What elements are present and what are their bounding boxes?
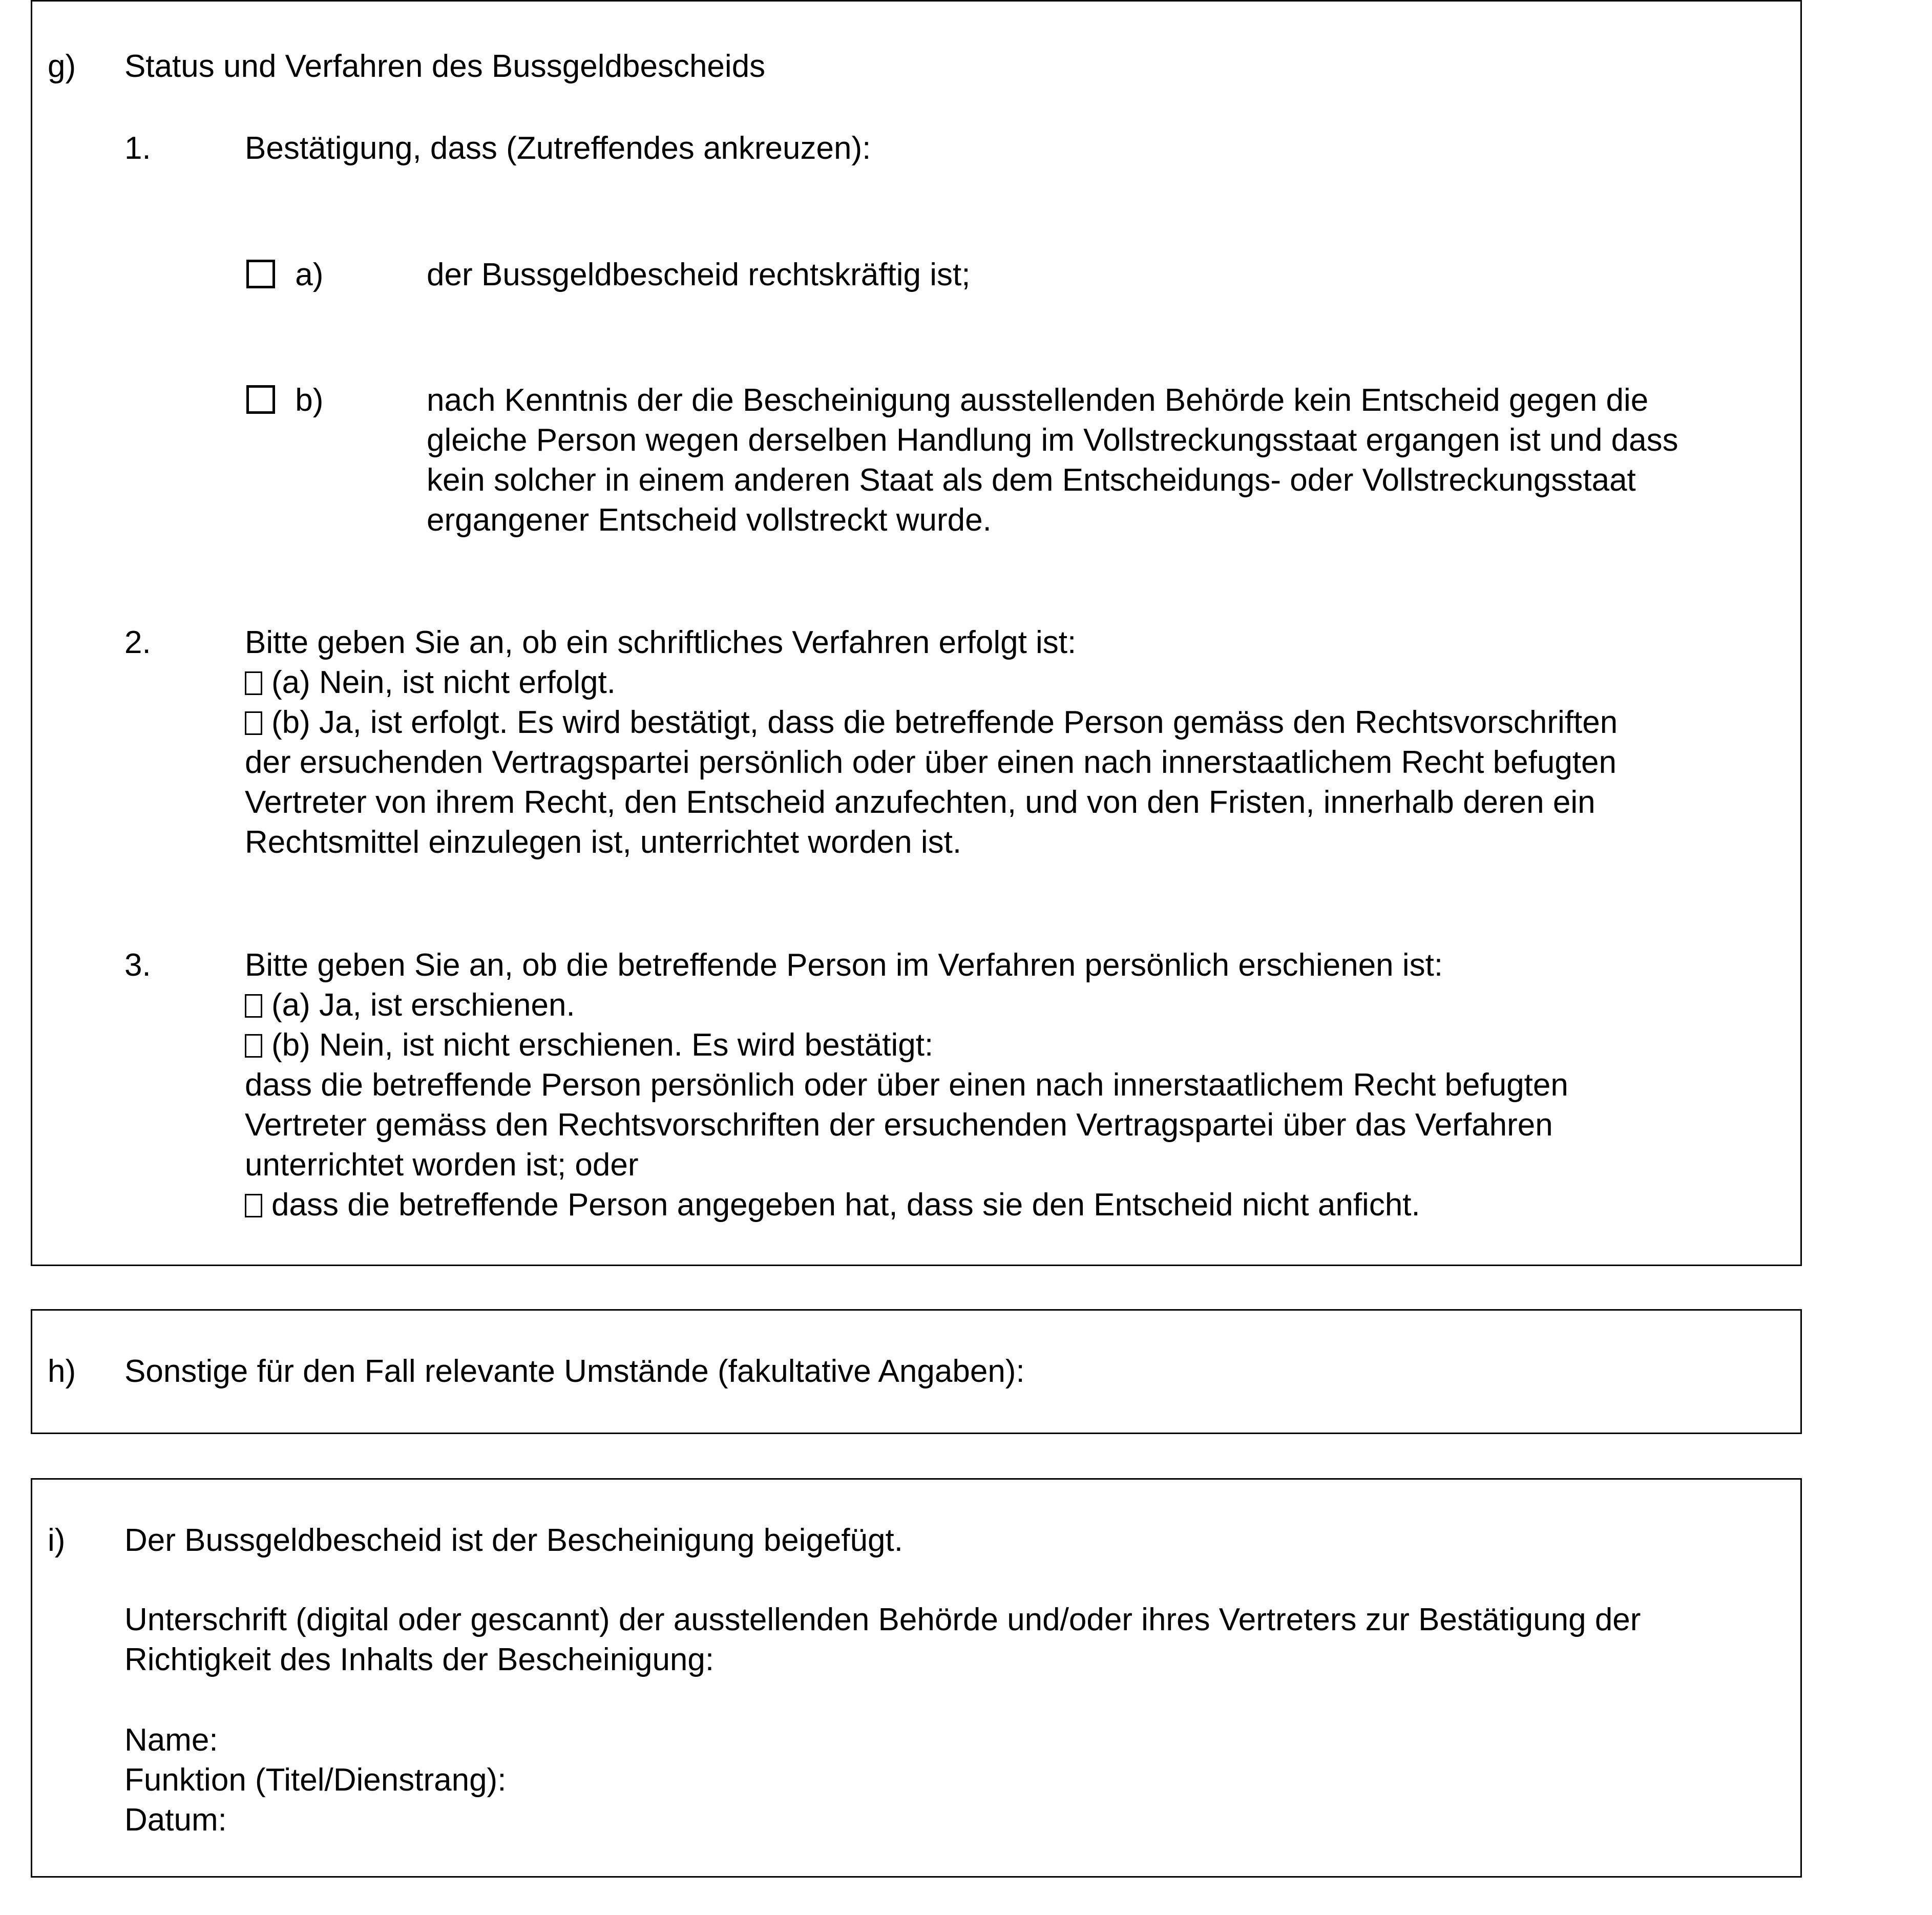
item1-text: Bestätigung, dass (Zutreffendes ankreuzen): — [245, 131, 871, 166]
text-line: Vertreter gemäss den Rechtsvorschriften der ersuchenden Vertragspartei über das Verfahren — [245, 1107, 1553, 1143]
section-g-box — [31, 0, 1802, 1266]
item1-option-a[interactable] — [246, 255, 323, 295]
item1-option-b[interactable] — [246, 381, 323, 420]
text-line: unterrichtet worden ist; oder — [245, 1147, 639, 1183]
item2-option-b[interactable] — [245, 703, 1618, 743]
text-line: Unterschrift (digital oder gescannt) der ausstellenden Behörde und/oder ihres Vertreters zur Bestätigung der — [124, 1602, 1641, 1637]
checkbox-icon[interactable] — [245, 711, 262, 735]
section-i-box — [31, 1478, 1802, 1878]
text-line: kein solcher in einem anderen Staat als dem Entscheidungs- oder Vollstreckungsstaat — [427, 462, 1636, 498]
item1-number: 1. — [124, 131, 151, 166]
item3-option-c[interactable] — [245, 1185, 1568, 1225]
item3-number: 3. — [124, 948, 151, 983]
section-g-marker: g) — [48, 49, 76, 84]
signature-instructions — [124, 1600, 1641, 1680]
checkbox-icon[interactable] — [245, 994, 262, 1018]
item3-option-b[interactable] — [245, 1025, 1568, 1065]
section-h-marker: h) — [48, 1354, 76, 1389]
checkbox-icon[interactable] — [245, 1194, 262, 1217]
item3-option-c-text: dass die betreffende Person angegeben hat, dass sie den Entscheid nicht anficht. — [271, 1187, 1420, 1223]
item3-text: Bitte geben Sie an, ob die betreffende Person im Verfahren persönlich erschienen ist: — [245, 948, 1443, 983]
item2-option-a-text: (a) Nein, ist nicht erfolgt. — [271, 665, 616, 700]
checkbox-icon[interactable] — [245, 671, 262, 695]
item3-option-a[interactable] — [245, 985, 1568, 1025]
text-line: der ersuchenden Vertragspartei persönlich oder über einen nach innerstaatlichem Recht befugten — [245, 745, 1617, 780]
item2-text: Bitte geben Sie an, ob ein schriftliches Verfahren erfolgt ist: — [245, 625, 1077, 660]
item1-option-b-text — [427, 381, 1678, 540]
item3-option-a-text: (a) Ja, ist erschienen. — [271, 987, 575, 1023]
section-i-title: Der Bussgeldbescheid ist der Bescheinigung beigefügt. — [124, 1523, 903, 1558]
function-field-label: Funktion (Titel/Dienstrang): — [124, 1762, 507, 1798]
signature-fields — [124, 1720, 506, 1840]
item1-option-a-label: a) — [295, 257, 324, 292]
checkbox-icon[interactable] — [245, 1034, 262, 1058]
item2-block — [245, 623, 1618, 862]
text-line: gleiche Person wegen derselben Handlung im Vollstreckungsstaat ergangen ist und dass — [427, 423, 1678, 458]
item2-number: 2. — [124, 625, 151, 660]
name-field-label: Name: — [124, 1722, 218, 1758]
text-line: Rechtsmittel einzulegen ist, unterrichtet worden ist. — [245, 825, 962, 860]
checkbox-icon[interactable] — [246, 260, 275, 288]
item2-option-b-text: (b) Ja, ist erfolgt. Es wird bestätigt, dass die betreffende Person gemäss den Rechtsvorschriften — [271, 705, 1618, 740]
text-line: nach Kenntnis der die Bescheinigung ausstellenden Behörde kein Entscheid gegen die — [427, 383, 1649, 418]
date-field-label: Datum: — [124, 1802, 227, 1838]
checkbox-icon[interactable] — [246, 385, 275, 414]
section-h-box — [31, 1309, 1802, 1434]
text-line: Richtigkeit des Inhalts der Bescheinigung: — [124, 1642, 715, 1677]
item1-option-b-label: b) — [295, 383, 324, 418]
item1-option-a-text: der Bussgeldbescheid rechtskräftig ist; — [427, 257, 971, 292]
text-line: Vertreter von ihrem Recht, den Entscheid anzufechten, und von den Fristen, innerhalb deren ein — [245, 785, 1595, 820]
text-line: ergangener Entscheid vollstreckt wurde. — [427, 502, 992, 538]
text-line: dass die betreffende Person persönlich oder über einen nach innerstaatlichem Recht befugten — [245, 1067, 1568, 1103]
section-h-title: Sonstige für den Fall relevante Umstände (fakultative Angaben): — [124, 1354, 1025, 1389]
item3-block — [245, 945, 1568, 1225]
item2-option-a[interactable] — [245, 663, 1618, 703]
section-i-marker: i) — [48, 1523, 66, 1558]
item3-option-b-text: (b) Nein, ist nicht erschienen. Es wird bestätigt: — [271, 1027, 934, 1063]
section-g-title: Status und Verfahren des Bussgeldbescheids — [124, 49, 766, 84]
